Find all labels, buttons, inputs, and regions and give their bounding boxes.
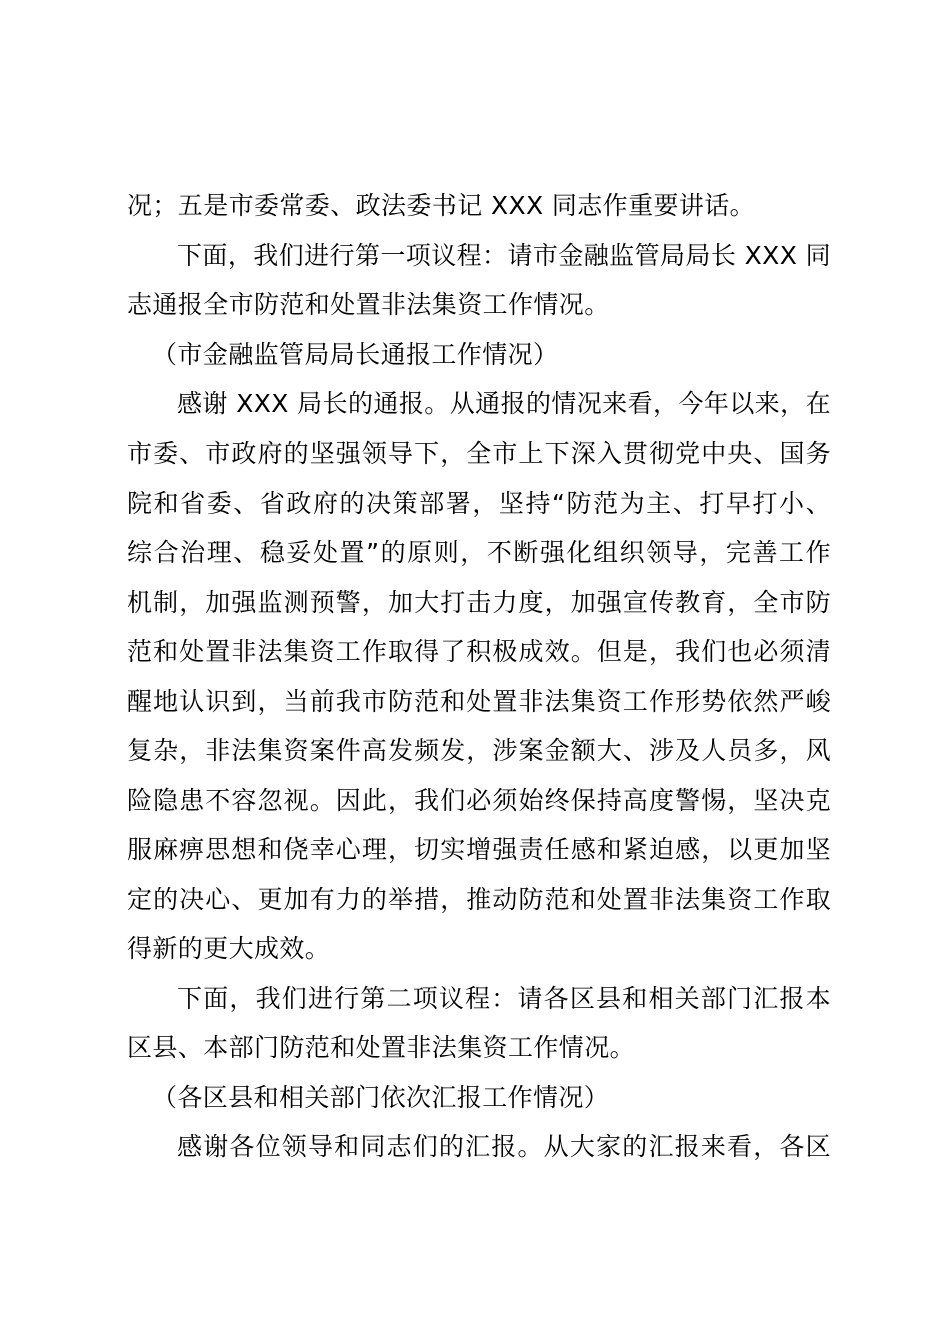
- text-line-7: 院和省委、省政府的决策部署，坚持“防范为主、打早打小、: [127, 489, 831, 518]
- text-line-10: 范和处置非法集资工作取得了积极成效。但是，我们也必须清: [127, 637, 831, 666]
- text-line-9: 机制，加强监测预警，加大打击力度，加强宣传教育，全市防: [127, 588, 831, 617]
- text-line-14: 服麻痹思想和侥幸心理，切实增强责任感和紧迫感，以更加坚: [127, 835, 831, 864]
- text-line-3: 志通报全市防范和处置非法集资工作情况。: [127, 290, 610, 319]
- text-line-20: 感谢各位领导和同志们的汇报。从大家的汇报来看，各区: [177, 1132, 831, 1161]
- text-line-15: 定的决心、更加有力的举措，推动防范和处置非法集资工作取: [127, 885, 831, 914]
- text-line-13: 险隐患不容忽视。因此，我们必须始终保持高度警惕，坚决克: [127, 786, 831, 815]
- text-line-11: 醒地认识到，当前我市防范和处置非法集资工作形势依然严峻: [127, 687, 831, 716]
- text-line-12: 复杂，非法集资案件高发频发，涉案金额大、涉及人员多，风: [127, 736, 831, 765]
- text-line-2: 下面，我们进行第一项议程：请市金融监管局局长 XXX 同: [177, 241, 831, 270]
- text-line-1: 况；五是市委常委、政法委书记 XXX 同志作重要讲话。: [127, 191, 756, 220]
- text-line-4: （市金融监管局局长通报工作情况）: [152, 340, 559, 369]
- text-line-6: 市委、市政府的坚强领导下，全市上下深入贯彻党中央、国务: [127, 439, 831, 468]
- text-line-19: （各区县和相关部门依次汇报工作情况）: [152, 1083, 610, 1112]
- text-line-5: 感谢 XXX 局长的通报。从通报的情况来看，今年以来，在: [177, 389, 831, 418]
- text-line-18: 区县、本部门防范和处置非法集资工作情况。: [127, 1033, 636, 1062]
- text-line-8: 综合治理、稳妥处置”的原则，不断强化组织领导，完善工作: [127, 538, 831, 567]
- text-line-17: 下面，我们进行第二项议程：请各区县和相关部门汇报本: [177, 984, 831, 1013]
- text-line-16: 得新的更大成效。: [127, 934, 331, 963]
